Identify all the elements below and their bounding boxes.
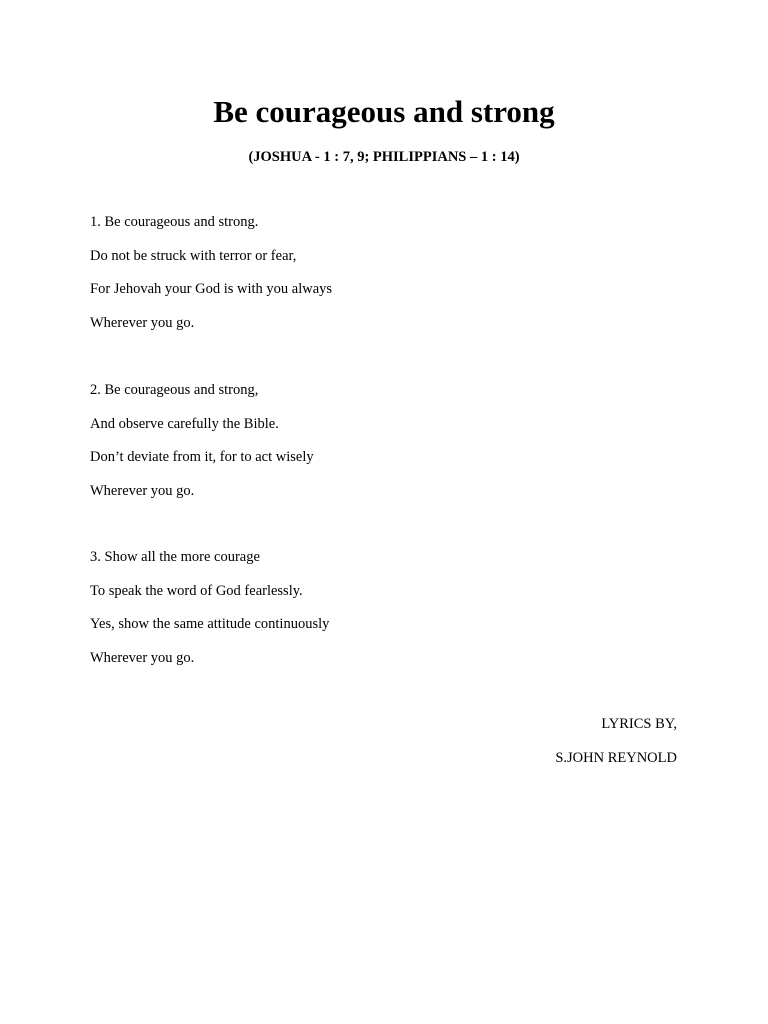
song-title: Be courageous and strong [213,94,555,129]
verse-line: To speak the word of God fearlessly. [90,582,303,599]
verse-1 [90,213,690,347]
verse-line: 2. Be courageous and strong, [90,382,259,398]
author-name: S.JOHN REYNOLD [555,749,677,766]
scripture-reference: (JOSHUA - 1 : 7, 9; PHILIPPIANS – 1 : 14) [248,149,520,165]
verse-line: Wherever you go. [90,649,195,666]
credit-label: LYRICS BY, [601,716,677,732]
verse-3 [90,548,690,682]
verse-line: Wherever you go. [90,314,195,331]
verse-line: For Jehovah your God is with you always [90,281,333,297]
verse-line: Yes, show the same attitude continuously [90,616,330,632]
verse-line: Wherever you go. [90,482,195,499]
verse-2 [90,381,690,515]
verse-line: 3. Show all the more courage [90,549,260,565]
lyrics-credit [555,715,677,782]
verse-line: And observe carefully the Bible. [90,415,279,432]
verse-line: 1. Be courageous and strong. [90,214,259,230]
verse-line: Don’t deviate from it, for to act wisely [90,449,314,465]
verse-line: Do not be struck with terror or fear, [90,247,297,264]
